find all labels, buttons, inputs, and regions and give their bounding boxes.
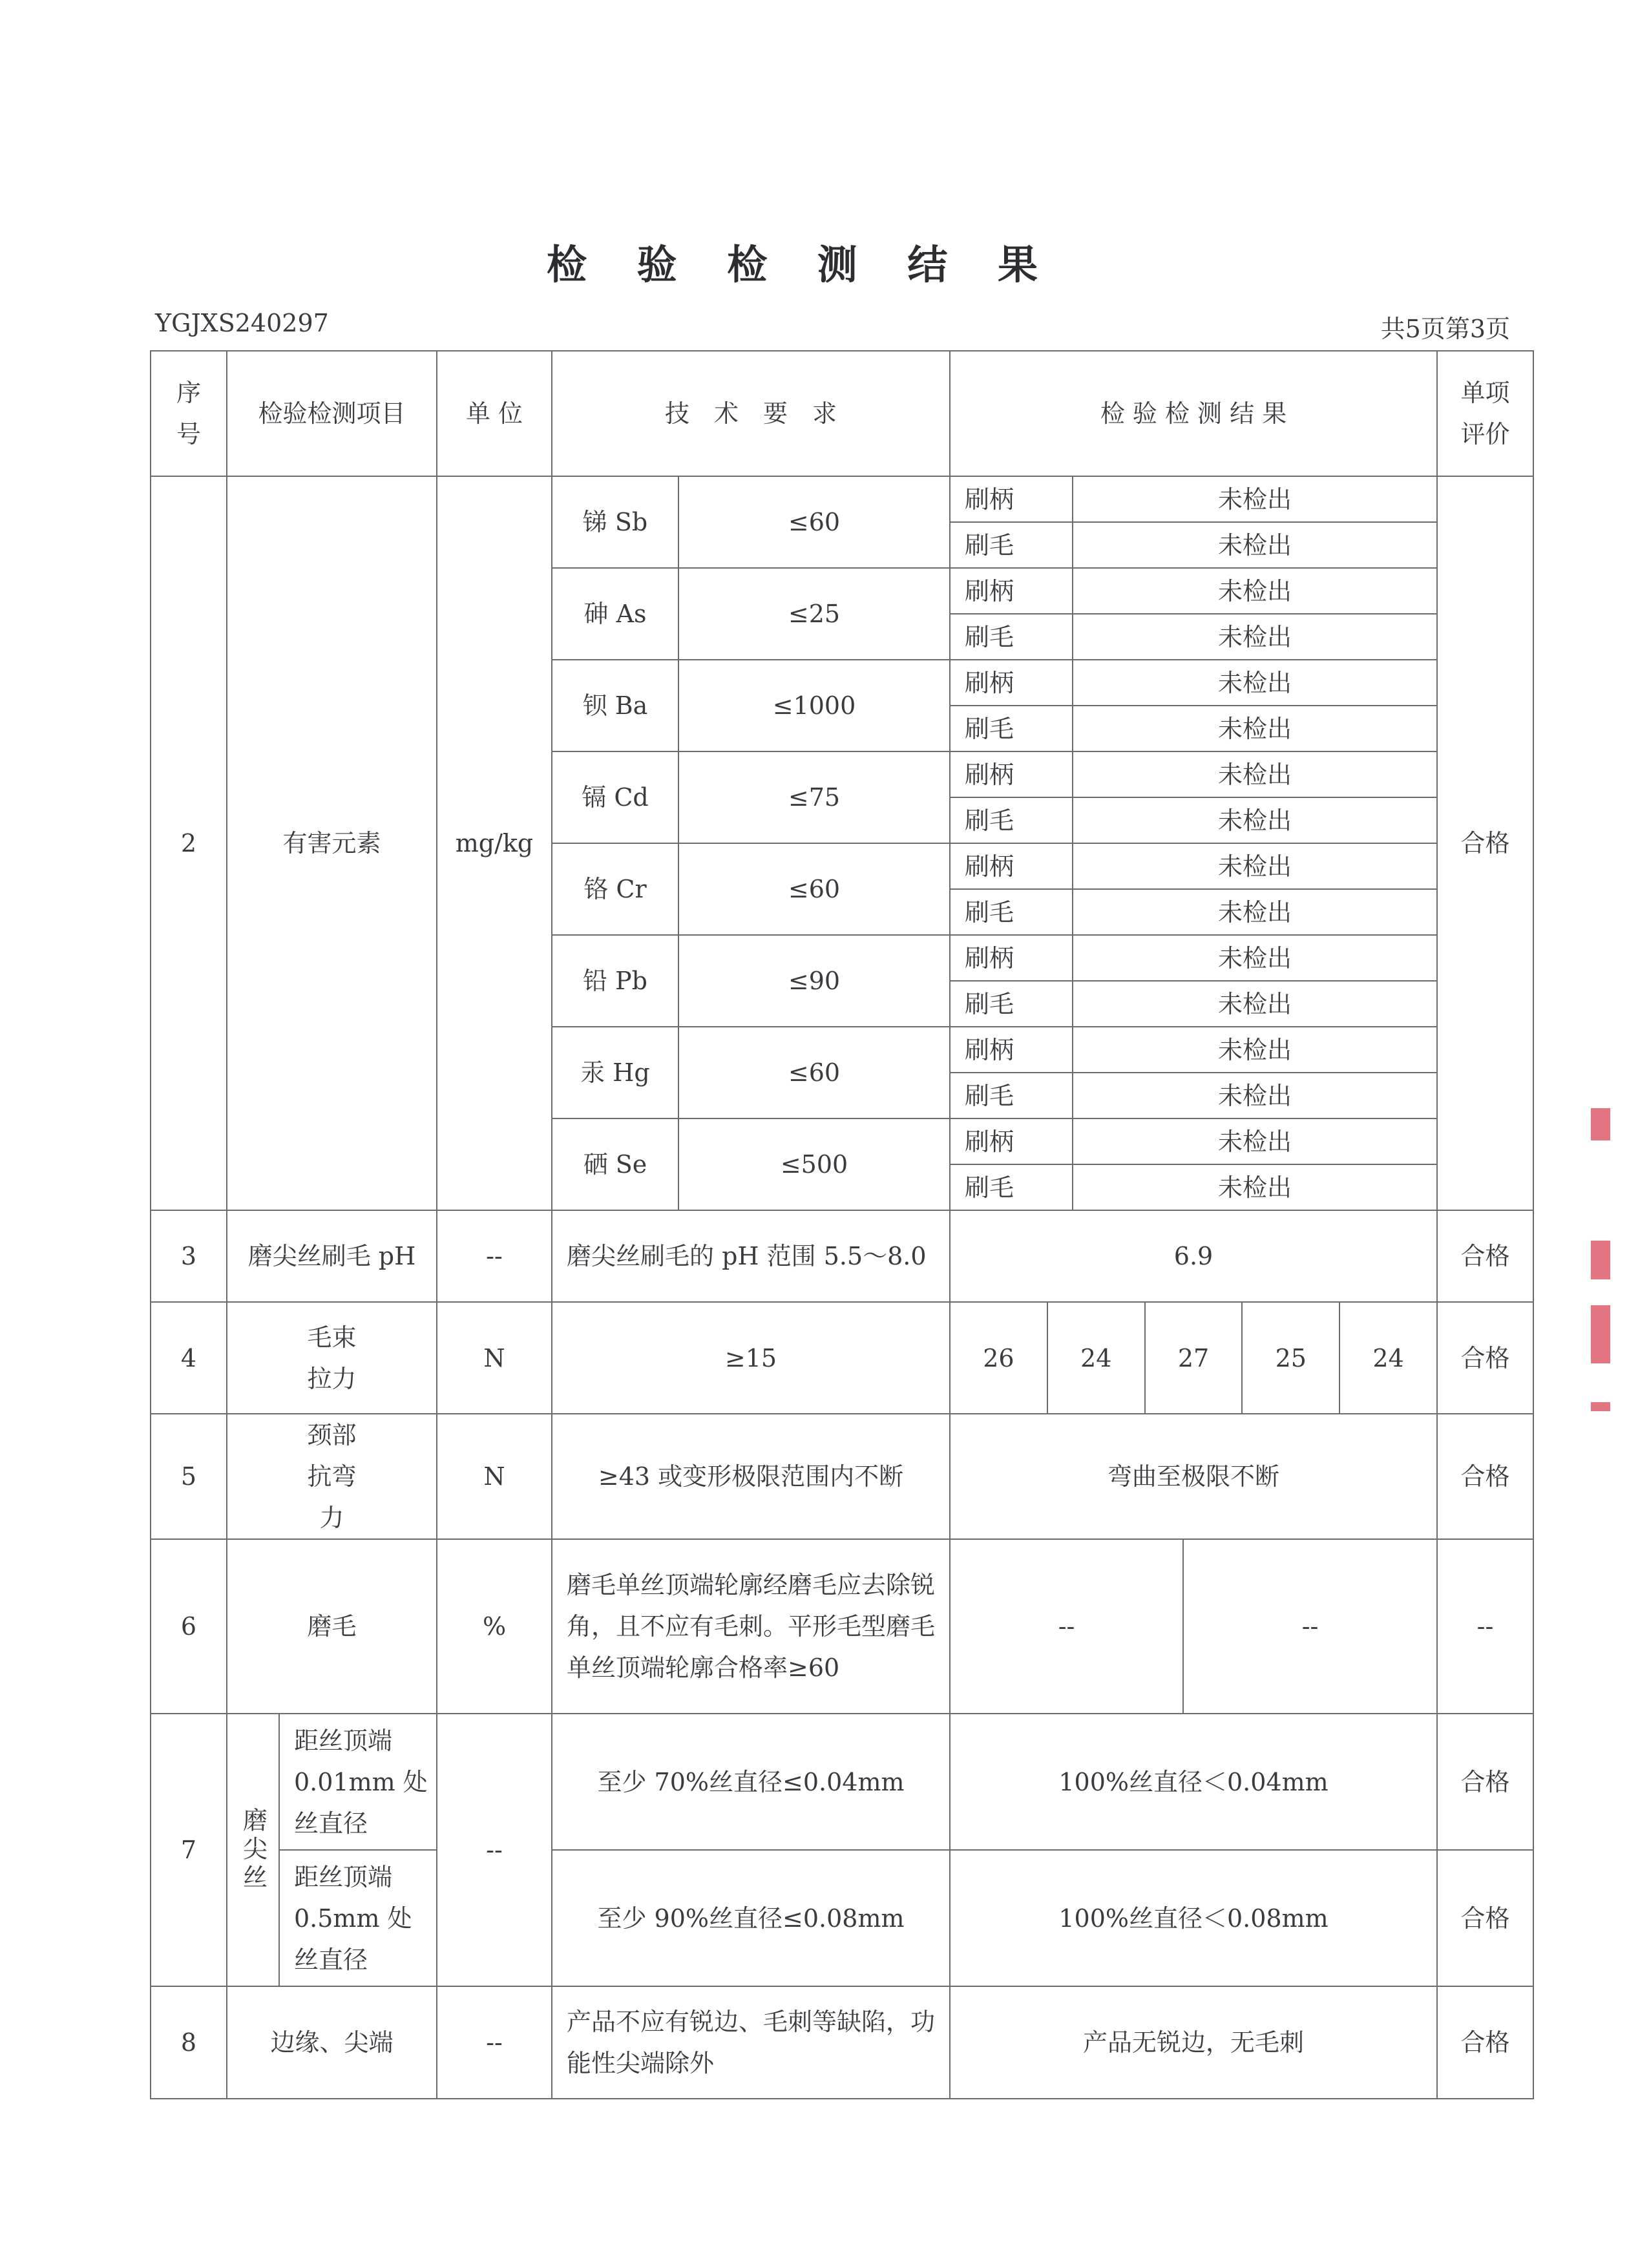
part-label: 刷柄	[950, 1118, 1073, 1164]
unit-cell: mg/kg	[437, 476, 552, 1210]
part-label: 刷毛	[950, 797, 1073, 843]
element-result: 未检出	[1073, 476, 1437, 522]
report-code: YGJXS240297	[155, 309, 329, 337]
part-label: 刷毛	[950, 614, 1073, 660]
red-stamp-mark	[1591, 1241, 1610, 1279]
requirement-cell: 至少 90%丝直径≤0.08mm	[552, 1850, 950, 1986]
result-split	[951, 1540, 1436, 1713]
unit-cell: --	[437, 1210, 552, 1302]
table-row	[151, 1414, 1533, 1539]
part-label: 刷柄	[950, 843, 1073, 889]
element-result: 未检出	[1073, 522, 1437, 568]
seq-cell: 5	[151, 1414, 227, 1539]
red-stamp-mark	[1591, 1305, 1610, 1363]
seq-cell: 6	[151, 1539, 227, 1714]
element-name: 铅 Pb	[552, 935, 678, 1027]
element-result: 未检出	[1073, 1027, 1437, 1073]
part-label: 刷毛	[950, 889, 1073, 935]
requirement-cell: 产品不应有锐边、毛刺等缺陷，功能性尖端除外	[552, 1986, 950, 2099]
seq-cell: 7	[151, 1714, 227, 1986]
result-cell: 100%丝直径＜0.04mm	[950, 1714, 1437, 1850]
result-value: --	[1058, 1612, 1075, 1641]
part-label: 刷毛	[950, 1073, 1073, 1118]
header-requirement: 技 术 要 求	[552, 351, 950, 476]
header-unit: 单 位	[437, 351, 552, 476]
evaluation-cell: 合格	[1437, 1414, 1533, 1539]
item-cell	[227, 1714, 437, 1986]
element-result: 未检出	[1073, 568, 1437, 614]
element-limit: ≤500	[678, 1118, 950, 1210]
element-result: 未检出	[1073, 797, 1437, 843]
result-value: --	[1182, 1540, 1436, 1713]
result-cell: 6.9	[950, 1210, 1437, 1302]
element-result: 未检出	[1073, 981, 1437, 1027]
element-result: 未检出	[1073, 843, 1437, 889]
element-result: 未检出	[1073, 751, 1437, 797]
evaluation-cell: 合格	[1437, 1714, 1533, 1850]
results-table	[150, 350, 1534, 2099]
element-result: 未检出	[1073, 1073, 1437, 1118]
part-label: 刷毛	[950, 981, 1073, 1027]
element-name: 砷 As	[552, 568, 678, 660]
evaluation-cell: 合格	[1437, 1302, 1533, 1414]
result-cell: 产品无锐边，无毛刺	[950, 1986, 1437, 2099]
item-cell: 磨毛	[227, 1539, 437, 1714]
unit-cell: --	[437, 1714, 552, 1986]
element-limit: ≤60	[678, 476, 950, 568]
red-stamp-mark	[1591, 1402, 1610, 1411]
element-result: 未检出	[1073, 1164, 1437, 1210]
item-cell: 磨尖丝刷毛 pH	[227, 1210, 437, 1302]
result-cell: 100%丝直径＜0.08mm	[950, 1850, 1437, 1986]
unit-cell: N	[437, 1414, 552, 1539]
unit-cell: N	[437, 1302, 552, 1414]
element-name: 锑 Sb	[552, 476, 678, 568]
item-group-label: 磨尖丝	[227, 1714, 280, 1986]
part-label: 刷柄	[950, 476, 1073, 522]
element-name: 铬 Cr	[552, 843, 678, 935]
element-name: 汞 Hg	[552, 1027, 678, 1118]
element-result: 未检出	[1073, 706, 1437, 751]
element-limit: ≤60	[678, 1027, 950, 1118]
part-label: 刷毛	[950, 1164, 1073, 1210]
document-title: 检 验 检 测 结 果	[547, 241, 1056, 288]
requirement-cell: 磨毛单丝顶端轮廓经磨毛应去除锐角，且不应有毛刺。平形毛型磨毛单丝顶端轮廓合格率≥60	[552, 1539, 950, 1714]
item-subgrid	[227, 1714, 436, 1986]
requirement-cell: ≥15	[552, 1302, 950, 1414]
part-label: 刷柄	[950, 660, 1073, 706]
element-limit: ≤75	[678, 751, 950, 843]
result-value: 24	[1047, 1303, 1144, 1413]
result-value: 27	[1144, 1303, 1242, 1413]
result-cell	[950, 1539, 1437, 1714]
page-info: 共5页第3页	[1380, 315, 1510, 343]
requirement-cell: 磨尖丝刷毛的 pH 范围 5.5～8.0	[552, 1210, 950, 1302]
table-row	[151, 1539, 1533, 1714]
part-label: 刷毛	[950, 706, 1073, 751]
header-result: 检 验 检 测 结 果	[950, 351, 1437, 476]
sub-item-label: 距丝顶端 0.01mm 处丝直径	[294, 1726, 428, 1838]
evaluation-cell: 合格	[1437, 1986, 1533, 2099]
seq-cell: 8	[151, 1986, 227, 2099]
result-value: 24	[1339, 1303, 1436, 1413]
element-limit: ≤90	[678, 935, 950, 1027]
seq-cell: 2	[151, 476, 227, 1210]
element-result: 未检出	[1073, 614, 1437, 660]
result-cell: 弯曲至极限不断	[950, 1414, 1437, 1539]
table-row	[151, 1210, 1533, 1302]
element-name: 硒 Se	[552, 1118, 678, 1210]
element-name: 镉 Cd	[552, 751, 678, 843]
evaluation-cell: --	[1437, 1539, 1533, 1714]
element-limit: ≤60	[678, 843, 950, 935]
part-label: 刷柄	[950, 751, 1073, 797]
table-row	[151, 476, 1533, 522]
header-seq: 序号	[151, 351, 227, 476]
requirement-cell: ≥43 或变形极限范围内不断	[552, 1414, 950, 1539]
unit-cell: --	[437, 1986, 552, 2099]
evaluation-cell: 合格	[1437, 476, 1533, 1210]
element-limit: ≤25	[678, 568, 950, 660]
element-result: 未检出	[1073, 935, 1437, 981]
result-value: 25	[1241, 1303, 1339, 1413]
header-row	[151, 351, 1533, 476]
evaluation-cell: 合格	[1437, 1210, 1533, 1302]
requirement-cell: 至少 70%丝直径≤0.04mm	[552, 1714, 950, 1850]
result-value: 26	[983, 1343, 1014, 1372]
seq-cell: 3	[151, 1210, 227, 1302]
header-item: 检验检测项目	[227, 351, 437, 476]
item-cell: 边缘、尖端	[227, 1986, 437, 2099]
part-label: 刷毛	[950, 522, 1073, 568]
seq-cell: 4	[151, 1302, 227, 1414]
element-limit: ≤1000	[678, 660, 950, 751]
part-label: 刷柄	[950, 568, 1073, 614]
table-row	[151, 1302, 1533, 1414]
item-cell: 有害元素	[227, 476, 437, 1210]
element-result: 未检出	[1073, 1118, 1437, 1164]
sub-item-label: 距丝顶端 0.5mm 处丝直径	[280, 1849, 436, 1986]
evaluation-cell: 合格	[1437, 1850, 1533, 1986]
red-stamp-mark	[1591, 1108, 1610, 1140]
element-result: 未检出	[1073, 660, 1437, 706]
result-cell	[950, 1302, 1437, 1414]
sub-items	[280, 1714, 436, 1986]
item-cell: 毛束拉力	[227, 1302, 437, 1414]
element-result: 未检出	[1073, 889, 1437, 935]
table-row	[151, 1986, 1533, 2099]
header-evaluation: 单项评价	[1437, 351, 1533, 476]
part-label: 刷柄	[950, 1027, 1073, 1073]
item-cell: 颈部抗弯力	[227, 1414, 437, 1539]
element-name: 钡 Ba	[552, 660, 678, 751]
unit-cell: %	[437, 1539, 552, 1714]
table-row	[151, 1714, 1533, 1850]
result-split	[951, 1303, 1436, 1413]
part-label: 刷柄	[950, 935, 1073, 981]
